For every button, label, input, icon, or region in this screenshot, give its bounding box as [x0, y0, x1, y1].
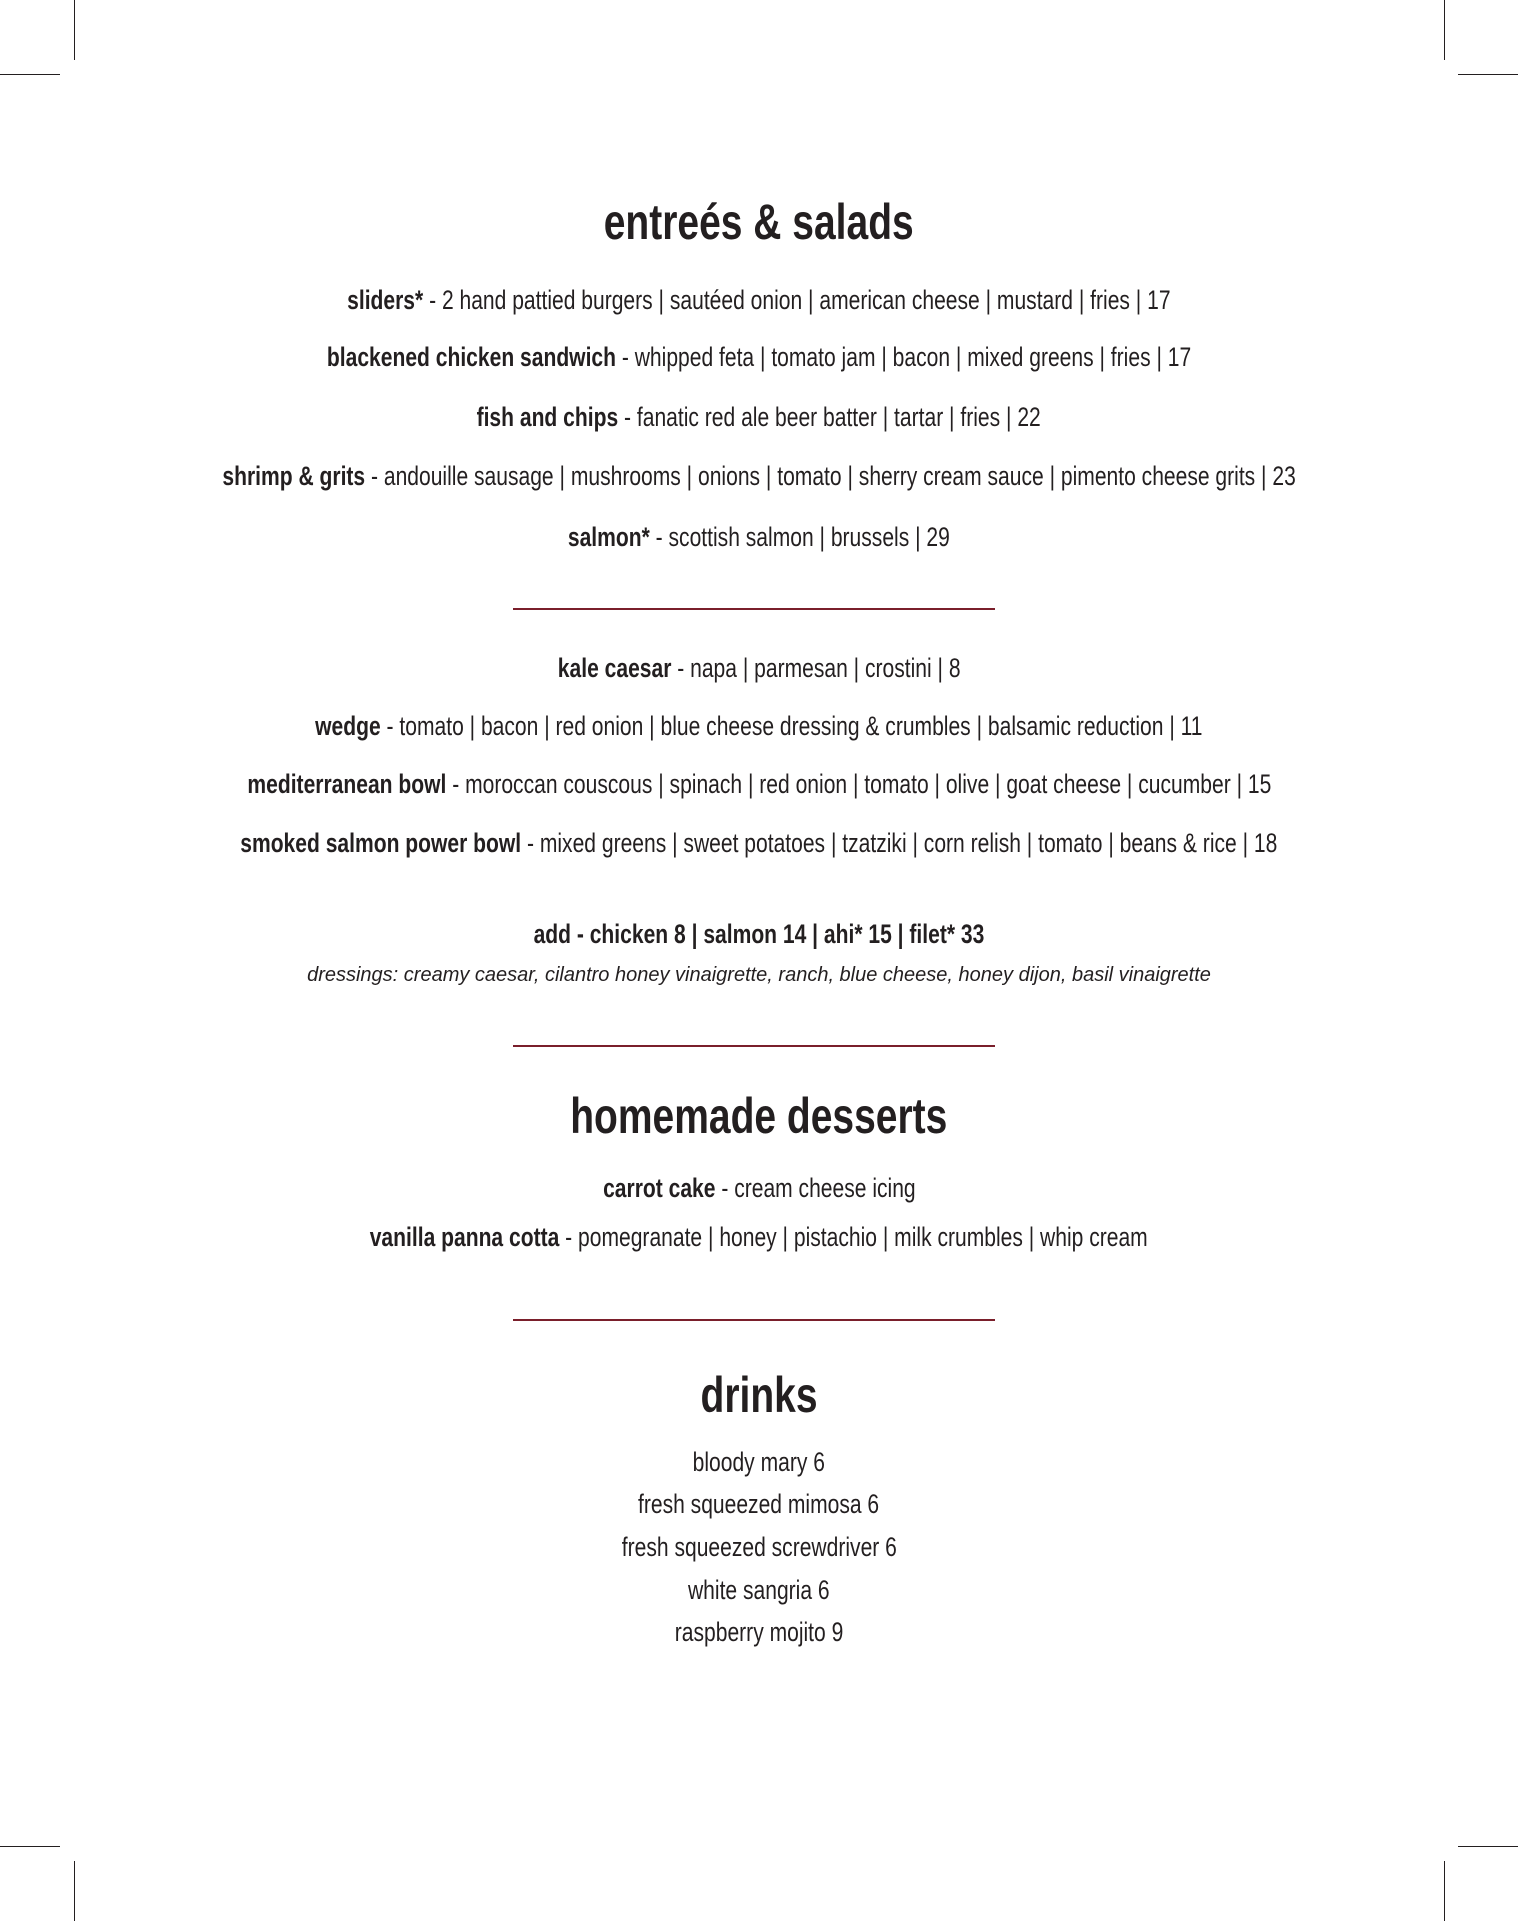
- drink-label: bloody mary 6: [692, 1447, 826, 1477]
- drink-item: [0, 1486, 1518, 1522]
- item-desc: - tomato | bacon | red onion | blue cheese dressing & crumbles | balsamic reduction | 11: [380, 711, 1203, 741]
- item-name: sliders*: [347, 285, 424, 315]
- desserts-title: homemade desserts: [570, 1088, 948, 1144]
- menu-item: [0, 766, 1518, 802]
- crop-mark: [74, 0, 75, 60]
- item-desc: - cream cheese icing: [715, 1173, 916, 1203]
- drinks-heading: [0, 1365, 1518, 1425]
- drink-item: [0, 1572, 1518, 1608]
- item-name: smoked salmon power bowl: [240, 828, 522, 858]
- drink-item: [0, 1529, 1518, 1565]
- entrees-title: entreés & salads: [603, 194, 915, 250]
- drinks-title: drinks: [700, 1367, 818, 1423]
- menu-item: [0, 339, 1518, 375]
- menu-item: [0, 519, 1518, 555]
- crop-mark: [1444, 0, 1445, 60]
- section-divider: [513, 1045, 995, 1047]
- crop-mark: [74, 1861, 75, 1921]
- crop-mark: [1444, 1861, 1445, 1921]
- item-name: carrot cake: [602, 1173, 716, 1203]
- item-name: blackened chicken sandwich: [326, 342, 616, 372]
- item-name: fish and chips: [476, 402, 619, 432]
- item-name: vanilla panna cotta: [369, 1222, 560, 1252]
- menu-item: [0, 399, 1518, 435]
- item-desc: - napa | parmesan | crostini | 8: [671, 653, 961, 683]
- item-name: mediterranean bowl: [247, 769, 447, 799]
- crop-mark: [0, 1846, 60, 1847]
- item-desc: - moroccan couscous | spinach | red onion | tomato | olive | goat cheese | cucumber | 15: [446, 769, 1271, 799]
- menu-item: [0, 1170, 1518, 1206]
- drink-item: [0, 1614, 1518, 1650]
- add-ons-line: [0, 916, 1518, 952]
- dressings-line: dressings: creamy caesar, cilantro honey vinaigrette, ranch, blue cheese, honey dijon, basil vinaigrette: [307, 964, 1211, 986]
- item-desc: - whipped feta | tomato jam | bacon | mixed greens | fries | 17: [615, 342, 1192, 372]
- drink-label: raspberry mojito 9: [674, 1617, 844, 1647]
- item-desc: - 2 hand pattied burgers | sautéed onion | american cheese | mustard | fries | 17: [423, 285, 1171, 315]
- add-ons-text: add - chicken 8 | salmon 14 | ahi* 15 | filet* 33: [533, 919, 985, 949]
- menu-item: [0, 458, 1518, 494]
- desserts-heading: [0, 1086, 1518, 1146]
- menu-item: [0, 708, 1518, 744]
- drink-label: fresh squeezed screwdriver 6: [621, 1532, 897, 1562]
- section-divider: [513, 608, 995, 610]
- item-desc: - scottish salmon | brussels | 29: [649, 522, 950, 552]
- menu-item: [0, 282, 1518, 318]
- drink-label: white sangria 6: [688, 1575, 830, 1605]
- drink-label: fresh squeezed mimosa 6: [638, 1489, 880, 1519]
- item-desc: - fanatic red ale beer batter | tartar | fries | 22: [618, 402, 1042, 432]
- section-divider: [513, 1319, 995, 1321]
- item-desc: - mixed greens | sweet potatoes | tzatziki | corn relish | tomato | beans & rice | 18: [521, 828, 1278, 858]
- menu-item: [0, 1219, 1518, 1255]
- item-desc: - andouille sausage | mushrooms | onions | tomato | sherry cream sauce | pimento cheese grits | 23: [365, 461, 1296, 491]
- entrees-heading: [0, 192, 1518, 252]
- crop-mark: [1458, 1846, 1518, 1847]
- crop-mark: [0, 74, 60, 75]
- item-desc: - pomegranate | honey | pistachio | milk crumbles | whip cream: [559, 1222, 1148, 1252]
- item-name: salmon*: [568, 522, 650, 552]
- item-name: kale caesar: [557, 653, 672, 683]
- item-name: shrimp & grits: [222, 461, 366, 491]
- item-name: wedge: [315, 711, 381, 741]
- crop-mark: [1458, 74, 1518, 75]
- drink-item: [0, 1444, 1518, 1480]
- menu-item: [0, 650, 1518, 686]
- menu-item: [0, 825, 1518, 861]
